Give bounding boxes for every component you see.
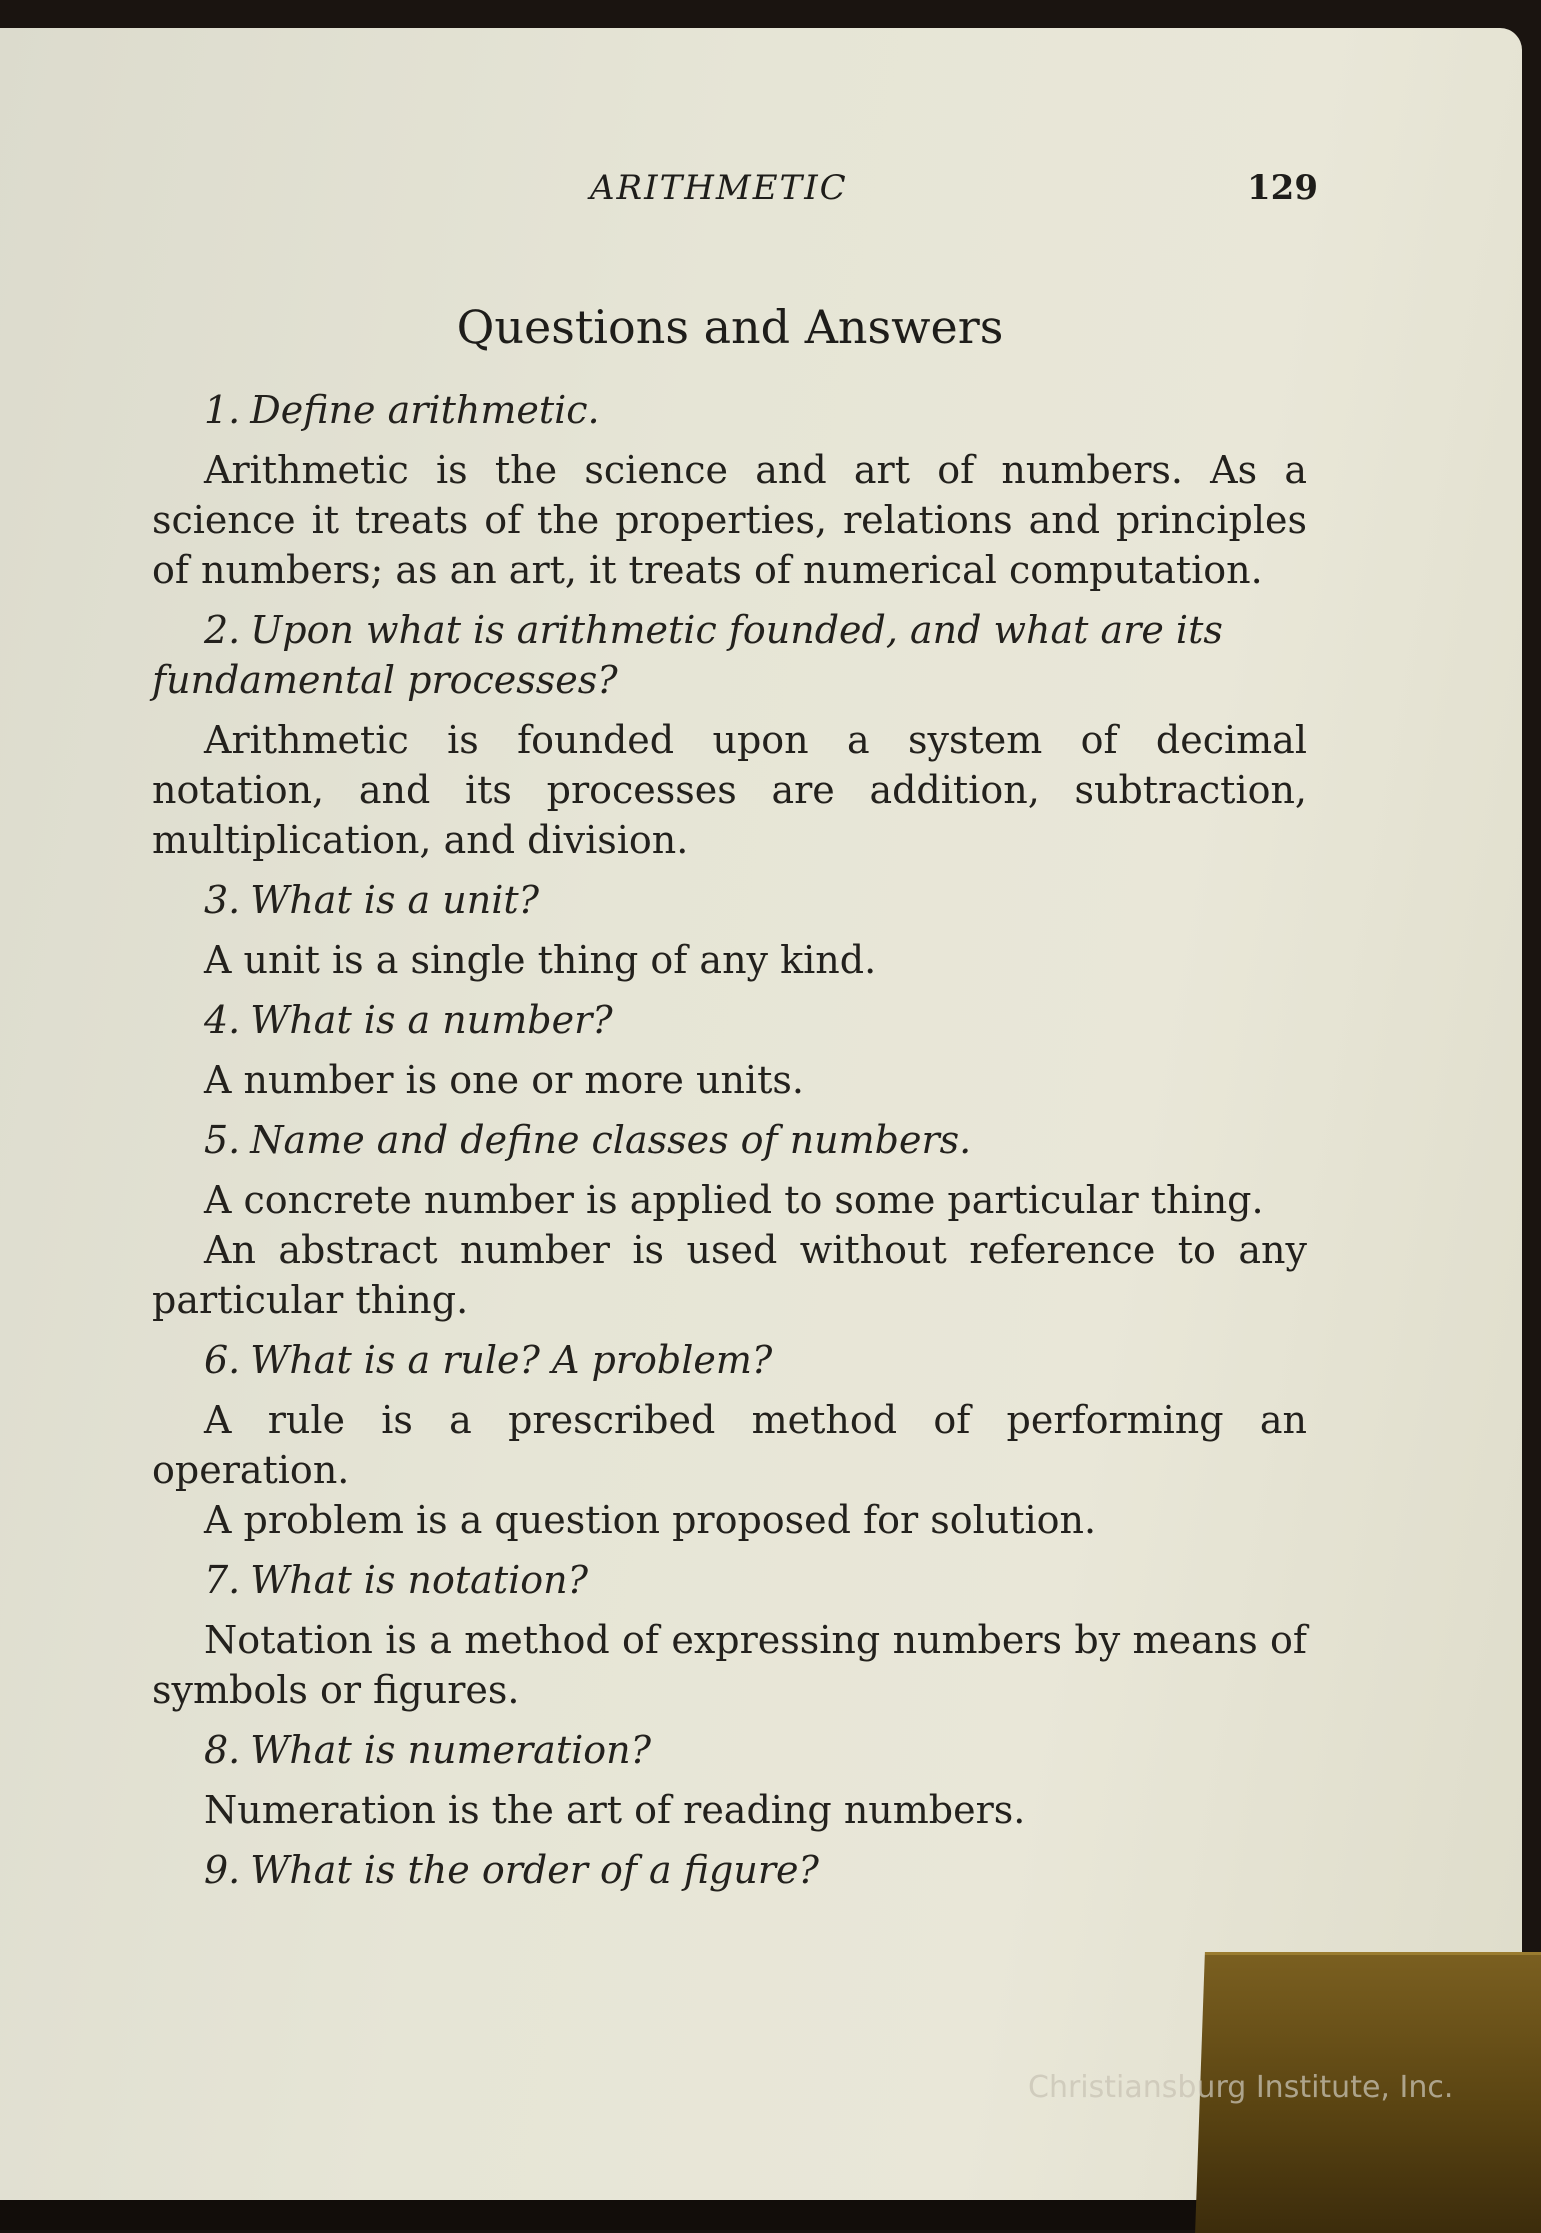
answer-1: Arithmetic is the science and art of numbers. As a science it treats of the properties, relations and principles of numbers; as an art, it treats of numerical computation. xyxy=(152,448,1307,592)
answer-8: Numeration is the art of reading numbers. xyxy=(204,1788,1026,1832)
page-number: 129 xyxy=(1247,168,1318,208)
question-1: 1. Define arithmetic. xyxy=(204,388,600,432)
running-head: ARITHMETIC xyxy=(590,168,848,208)
question-4: 4. What is a number? xyxy=(204,998,613,1042)
answer-2: Arithmetic is founded upon a system of decimal notation, and its processes are addition, subtraction, multiplication, and division. xyxy=(152,718,1307,862)
question-3: 3. What is a unit? xyxy=(204,878,540,922)
question-2: 2. Upon what is arithmetic founded, and what are its fundamental processes? xyxy=(152,608,1223,702)
question-7: 7. What is notation? xyxy=(204,1558,588,1602)
watermark: Christiansburg Institute, Inc. xyxy=(1028,2070,1454,2105)
question-5: 5. Name and define classes of numbers. xyxy=(204,1118,972,1162)
answer-5b: An abstract number is used without reference to any particular thing. xyxy=(152,1228,1307,1322)
question-9: 9. What is the order of a figure? xyxy=(204,1848,819,1892)
answer-4: A number is one or more units. xyxy=(204,1058,804,1102)
question-6: 6. What is a rule? A problem? xyxy=(204,1338,773,1382)
answer-7: Notation is a method of expressing numbers by means of symbols or figures. xyxy=(152,1618,1307,1712)
answer-3: A unit is a single thing of any kind. xyxy=(204,938,877,982)
answer-6a: A rule is a prescribed method of performing an operation. xyxy=(152,1398,1307,1492)
question-8: 8. What is numeration? xyxy=(204,1728,651,1772)
answer-5a: A concrete number is applied to some particular thing. xyxy=(204,1178,1264,1222)
page-title: Questions and Answers xyxy=(456,300,1004,354)
answer-6b: A problem is a question proposed for solution. xyxy=(204,1498,1097,1542)
qa-list xyxy=(152,385,1307,1905)
